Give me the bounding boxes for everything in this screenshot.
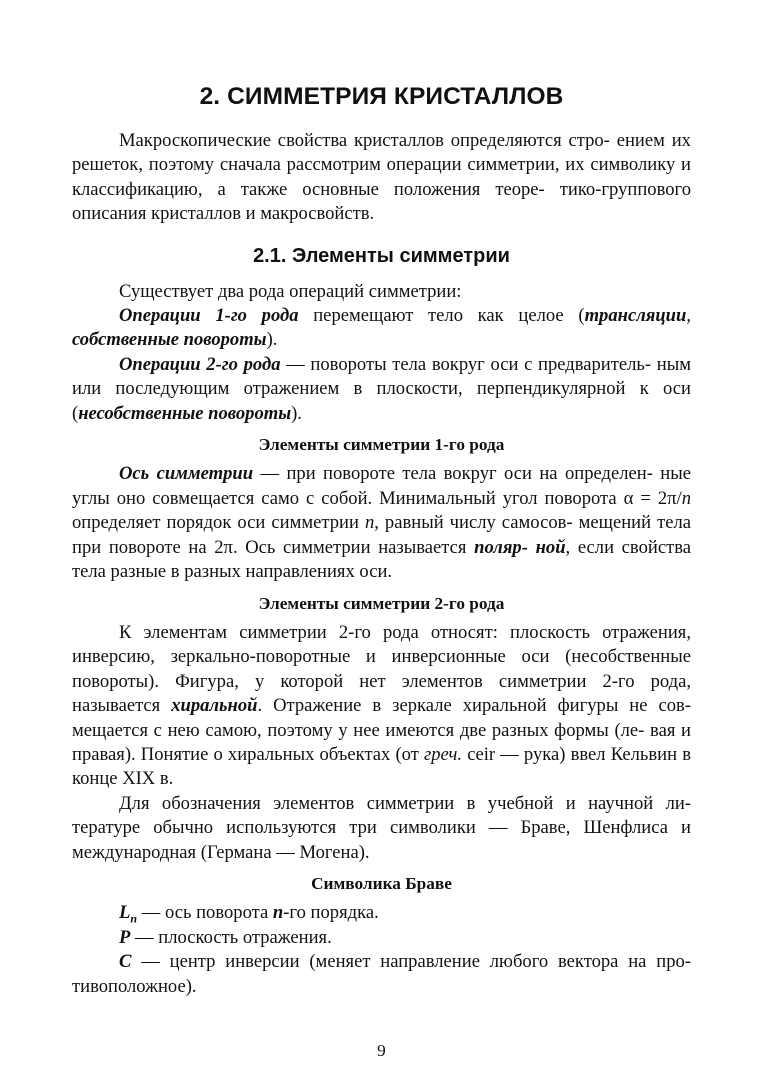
op2-paragraph <box>72 353 691 426</box>
op1-text-2: , <box>686 305 691 327</box>
page-content <box>72 82 691 999</box>
op2-line-3-start: оси ( <box>72 378 691 424</box>
angle-formula: = 2π/ <box>633 487 682 509</box>
c-text-1: — центр инверсии (меняет направление любого вектора на про- <box>131 951 691 973</box>
op1-term: Операции 1-го рода <box>119 305 299 327</box>
second-line-6-end: ceir — рука) <box>462 743 566 765</box>
second-line-4-start: называется <box>72 695 172 717</box>
second-line-7: ввел Кельвин в конце XIX в. <box>72 743 691 790</box>
symbolics-line-2: тературе обычно используются три символики — Браве, Шенфлиса и <box>72 817 691 839</box>
c-symbol: C <box>119 951 132 973</box>
second-line-6-start: вая и правая). Понятие о хиральных объектах (от <box>72 719 691 765</box>
op2-term: Операции 2-го рода <box>119 353 281 375</box>
greek-abbreviation: греч. <box>423 743 463 765</box>
axis-line-4-start: мещений тела при повороте на 2π. Ось симметрии называется <box>72 512 691 558</box>
term-chiral: хиральной <box>171 695 258 717</box>
second-line-1: К элементам симметрии 2-го рода относят: плоскость отражения, <box>119 621 691 643</box>
op1-paragraph <box>72 304 691 353</box>
term-polar-part-2: ной <box>535 536 566 558</box>
subsection-first-kind: Элементы симметрии 1-го рода <box>258 435 505 455</box>
axis-line-2: ные углы оно совмещается само с собой. Минимальный угол поворота <box>72 463 691 509</box>
second-line-3: повороты). Фигура, у которой нет элементов симметрии 2-го рода, <box>72 670 691 692</box>
ln-order-n: n <box>272 902 284 924</box>
order-n-1: n <box>681 487 691 509</box>
second-line-2: инверсию, зеркально-поворотные и инверсионные оси (несобственные <box>72 646 691 668</box>
symbolics-paragraph <box>72 792 691 865</box>
symbolics-line-3: международная (Германа — Могена). <box>72 841 370 863</box>
op1-term-translations: трансляции <box>584 305 687 327</box>
axis-line-3-end: , равный числу самосов- <box>374 512 573 534</box>
second-line-5: мещается с нею самою, поэтому у нее имеются две разных формы (ле- <box>72 719 645 741</box>
page-number: 9 <box>377 1041 386 1060</box>
ln-subscript: n <box>130 912 138 927</box>
chapter-title: 2. СИММЕТРИЯ КРИСТАЛЛОВ <box>199 83 564 110</box>
intro-line-2: ением их решеток, поэтому сначала рассмотрим операции симметрии, <box>72 130 691 176</box>
intro-line-4: тико-группового описания кристаллов и макросвойств. <box>72 178 691 225</box>
op1-text-3: ). <box>266 329 278 351</box>
intro-paragraph <box>72 129 691 227</box>
intro-line-1: Макроскопические свойства кристаллов определяются стро- <box>119 130 610 151</box>
second-line-4-end: . Отражение в зеркале хиральной фигуры не сов- <box>257 695 691 717</box>
op2-term-improper-rotations: несобственные повороты <box>78 402 292 424</box>
order-n-2: n <box>364 512 375 534</box>
ln-symbol <box>119 902 138 927</box>
second-kind-paragraph <box>72 621 691 792</box>
p-symbol: P <box>119 926 131 948</box>
subsection-second-kind: Элементы симметрии 2-го рода <box>258 593 505 613</box>
op1-term-proper-rotations: собственные повороты <box>72 329 267 351</box>
axis-line-5-end: , если свойства тела разные в разных направлениях оси. <box>72 536 692 583</box>
ln-text-1: — ось поворота <box>137 902 273 924</box>
c-text-2: тивоположное). <box>72 975 197 997</box>
ln-base: L <box>119 902 131 924</box>
alpha-symbol: α <box>623 487 634 509</box>
bravais-p-item <box>72 926 691 950</box>
p-text: — плоскость отражения. <box>130 926 332 948</box>
kinds-intro: Существует два рода операций симметрии: <box>119 280 462 302</box>
axis-line-3-mid: определяет порядок оси симметрии <box>72 512 365 534</box>
subsection-bravais-symbolics: Символика Браве <box>311 873 452 893</box>
bravais-c-item <box>72 950 691 999</box>
bravais-ln-item <box>72 901 691 925</box>
section-title: 2.1. Элементы симметрии <box>253 244 510 267</box>
op2-line-1-rest: — повороты тела вокруг оси с предваритель- <box>280 353 652 375</box>
term-polar-part-1: поляр- <box>474 536 528 558</box>
axis-term: Ось симметрии <box>119 463 254 485</box>
intro-line-3: их символику и классификацию, а также основные положения теоре- <box>72 154 692 200</box>
op2-line-2: ным или последующим отражением в плоскости, перпендикулярной к <box>72 353 691 400</box>
ln-text-2: -го порядка. <box>283 902 379 924</box>
symbolics-line-1: Для обозначения элементов симметрии в учебной и научной ли- <box>119 792 691 814</box>
op1-text-1: перемещают тело как целое ( <box>298 305 585 327</box>
axis-line-1-rest: — при повороте тела вокруг оси на определен- <box>253 463 653 485</box>
axis-paragraph <box>72 462 691 584</box>
op2-line-3-end: ). <box>291 402 302 424</box>
